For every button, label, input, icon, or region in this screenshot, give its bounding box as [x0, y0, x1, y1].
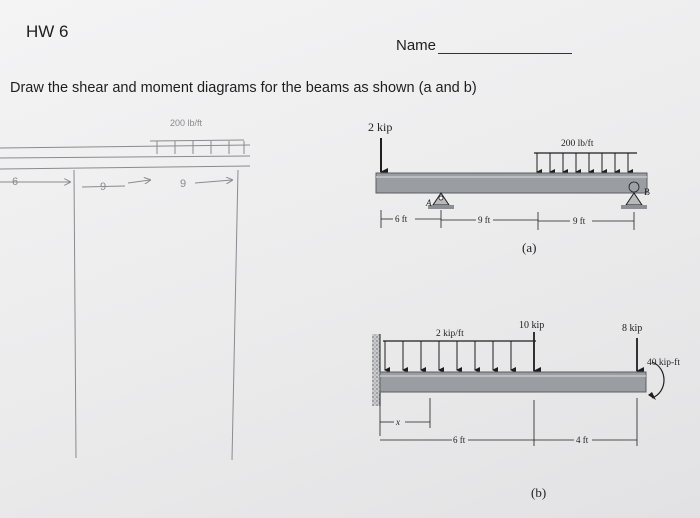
dimension-lines-b — [380, 398, 637, 446]
distributed-load-arrows — [537, 153, 628, 172]
point-load-label: 2 kip — [368, 120, 393, 134]
sketch-load-note: 200 lb/ft — [170, 118, 203, 128]
name-label: Name — [396, 37, 437, 54]
dimension-lines-a — [381, 210, 634, 230]
dim-b-2-label: 4 ft — [576, 435, 589, 445]
couple-moment-label: 40 kip-ft — [647, 358, 680, 368]
distributed-load-b-arrows — [385, 341, 511, 370]
figure-a — [368, 120, 650, 255]
support-a-ground — [428, 205, 454, 209]
point-load-b2-label: 8 kip — [622, 323, 643, 334]
beam-b — [380, 372, 646, 392]
sketch-beam-lower-line — [0, 166, 250, 169]
support-b-label: B — [644, 187, 651, 197]
figure-b — [372, 320, 680, 500]
dim-a-1-label: 6 ft — [395, 214, 408, 224]
dim-b-x-label: x — [396, 417, 400, 427]
support-b-ground — [621, 205, 647, 209]
pin-support-b — [626, 193, 642, 205]
sketch-beam-top-line — [0, 145, 250, 148]
sketch-dim-arrow — [128, 180, 150, 183]
sketch-vertical-line-right — [232, 170, 238, 460]
pencil-sketch — [0, 140, 250, 460]
support-a-label: A — [426, 198, 432, 208]
beam-a — [376, 173, 647, 193]
sketch-dim-nine: 9 — [100, 181, 107, 193]
sketch-dim-nine: 9 — [180, 178, 187, 190]
dim-a-3-label: 9 ft — [573, 216, 586, 226]
instructions-text: Draw the shear and moment diagrams for the beams as shown (a and b) — [10, 80, 477, 96]
dim-b-1-label: 6 ft — [453, 435, 466, 445]
point-load-b1-label: 10 kip — [519, 320, 545, 331]
sketch-load-bar — [150, 140, 244, 141]
homework-title: HW 6 — [26, 22, 69, 41]
sketch-dim-six: 6 — [12, 176, 19, 188]
fixed-wall-support — [372, 334, 380, 406]
sketch-dim-arrow-right — [195, 180, 232, 183]
distributed-load-b-label: 2 kip/ft — [436, 329, 464, 339]
figure-a-caption: (a) — [522, 240, 537, 255]
distributed-load-label: 200 lb/ft — [561, 139, 594, 149]
figure-b-caption: (b) — [531, 485, 547, 500]
sketch-vertical-line-left — [74, 170, 76, 458]
sketch-beam-bottom-line — [0, 156, 250, 158]
dim-a-2-label: 9 ft — [478, 215, 491, 225]
